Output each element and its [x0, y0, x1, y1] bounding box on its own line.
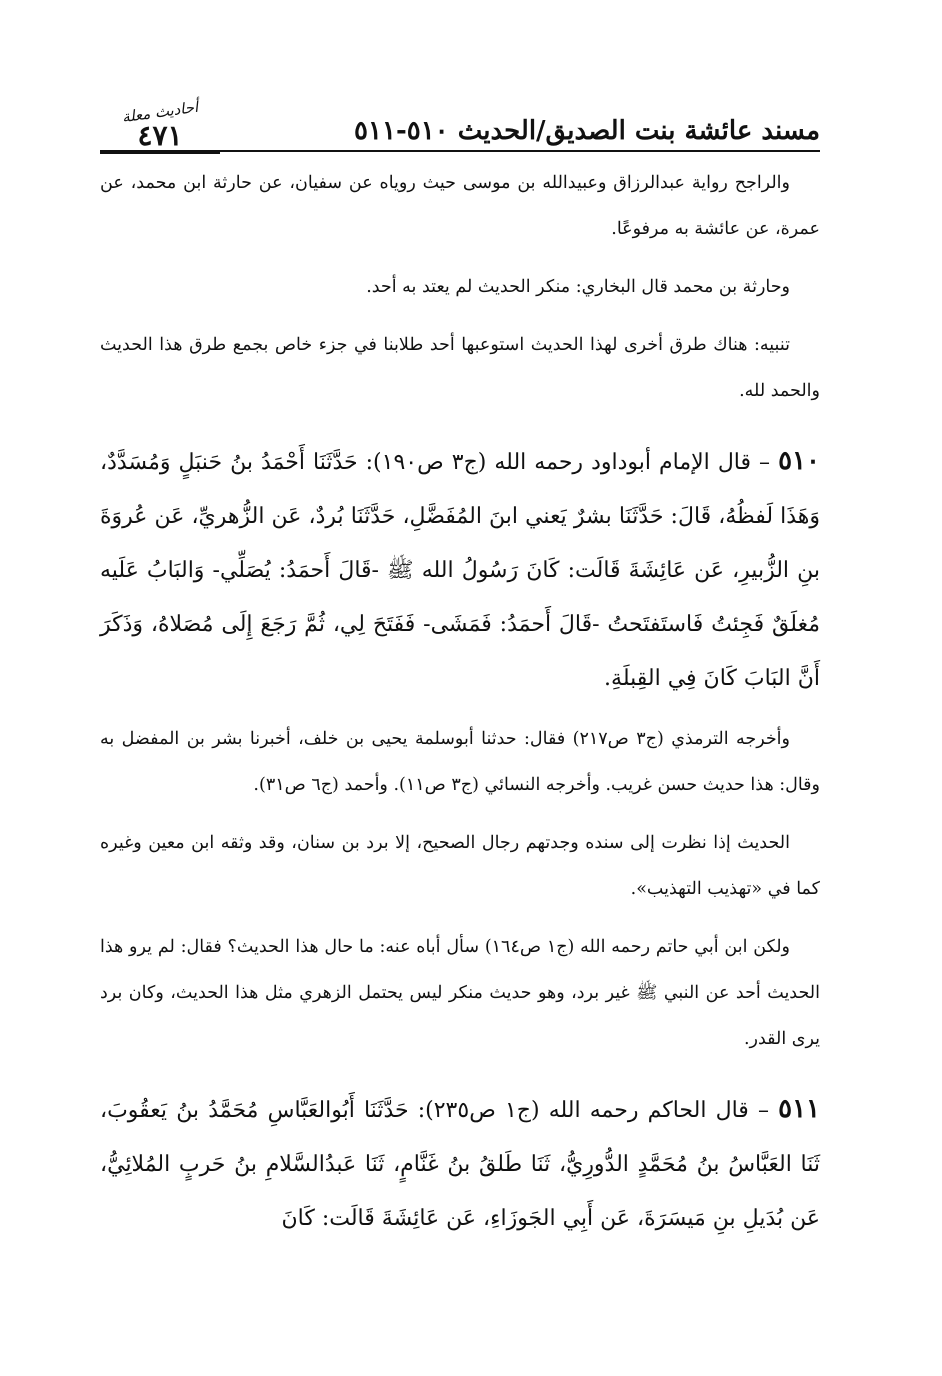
page-header — [100, 80, 820, 152]
page-number: ٤٧١ — [100, 121, 220, 154]
hadith-text-510: – قال الإمام أبوداود رحمه الله (ج٣ ص١٩٠): حَدَّثَنَا أَحْمَدُ بنُ حَنبَلٍ وَمُسَدَّدٌ، وَهَذَا لَفظُهُ، قَالَ: حَدَّثَنَا بشرٌ يَعني ابنَ المُفَضَّلِ، حَدَّثَنَا بُردٌ، عَن الزُّهريِّ، عَن عُروَةَ بنِ الزُّبيرِ، عَن عَائِشَةَ قَالَت: كَانَ رَسُولُ الله ﷺ -قَالَ أَحمَدُ: يُصَلِّي- وَالبَابُ عَلَيه مُغلَقٌ فَجِئتُ فَاستَفتَحتُ -قَالَ أَحمَدُ: فَمَشَى- فَفَتَحَ لِي، ثُمَّ رَجَعَ إِلَى مُصَلاهُ، وَذَكَرَ أَنَّ البَابَ كَانَ فِي القِبلَةِ. — [100, 450, 820, 691]
paragraph-1: والراجح رواية عبدالرزاق وعبيدالله بن موسى حيث روياه عن سفيان، عن حارثة ابن محمد، عن عمرة، عن عائشة به مرفوعًا. — [100, 173, 820, 239]
hadith-number-511: ٥١١ — [778, 1094, 821, 1124]
paragraph-3: تنبيه: هناك طرق أخرى لهذا الحديث استوعبها أحد طلابنا في جزء خاص بجمع طرق هذا الحديث والحمد لله. — [100, 335, 820, 401]
page-body — [100, 160, 820, 1246]
paragraph-2: وحارثة بن محمد قال البخاري: منكر الحديث لم يعتد به أحد. — [366, 277, 790, 297]
page-number-box — [100, 97, 220, 154]
hadith-text-511: – قال الحاكم رحمه الله (ج١ ص٢٣٥): حَدَّثَنَا أَبُوالعَبَّاسِ مُحَمَّدُ بنُ يَعقُوبَ، ثَنَا العَبَّاسُ بنُ مُحَمَّدٍ الدُّورِيُّ، ثَنَا طَلقُ بنُ غَنَّامٍ، ثَنَا عَبدُالسَّلامِ بنُ حَربٍ المُلائِيُّ، عَن بُدَيلِ بنِ مَيسَرَةَ، عَن أَبِي الجَوزَاءِ، عَن عَائِشَةَ قَالَت: كَانَ — [100, 1098, 820, 1231]
paragraph-5: الحديث إذا نظرت إلى سنده وجدتهم رجال الصحيح، إلا برد بن سنان، وقد وثقه ابن معين وغيره كما في «تهذيب التهذيب». — [100, 833, 820, 899]
paragraph-6: ولكن ابن أبي حاتم رحمه الله (ج١ ص١٦٤) سأل أباه عنه: ما حال هذا الحديث؟ فقال: لم يرو هذا الحديث أحد عن النبي ﷺ غير برد، وهو حديث منكر ليس يحتمل الزهري مثل هذا الحديث، وكان برد يرى القدر. — [100, 937, 820, 1049]
hadith-510 — [100, 434, 820, 706]
book-page — [100, 80, 820, 1256]
hadith-number-510: ٥١٠ — [778, 446, 820, 476]
handwritten-note: أحاديث معلة — [120, 97, 200, 127]
paragraph-4: وأخرجه الترمذي (ج٣ ص٢١٧) فقال: حدثنا أبوسلمة يحيى بن خلف، أخبرنا بشر بن المفضل به وقال: هذا حديث حسن غريب. وأخرجه النسائي (ج٣ ص١١). وأحمد (ج٦ ص٣١). — [100, 729, 820, 795]
running-title: مسند عائشة بنت الصديق/الحديث ٥١٠-٥١١ — [354, 116, 820, 146]
hadith-511 — [100, 1082, 820, 1246]
